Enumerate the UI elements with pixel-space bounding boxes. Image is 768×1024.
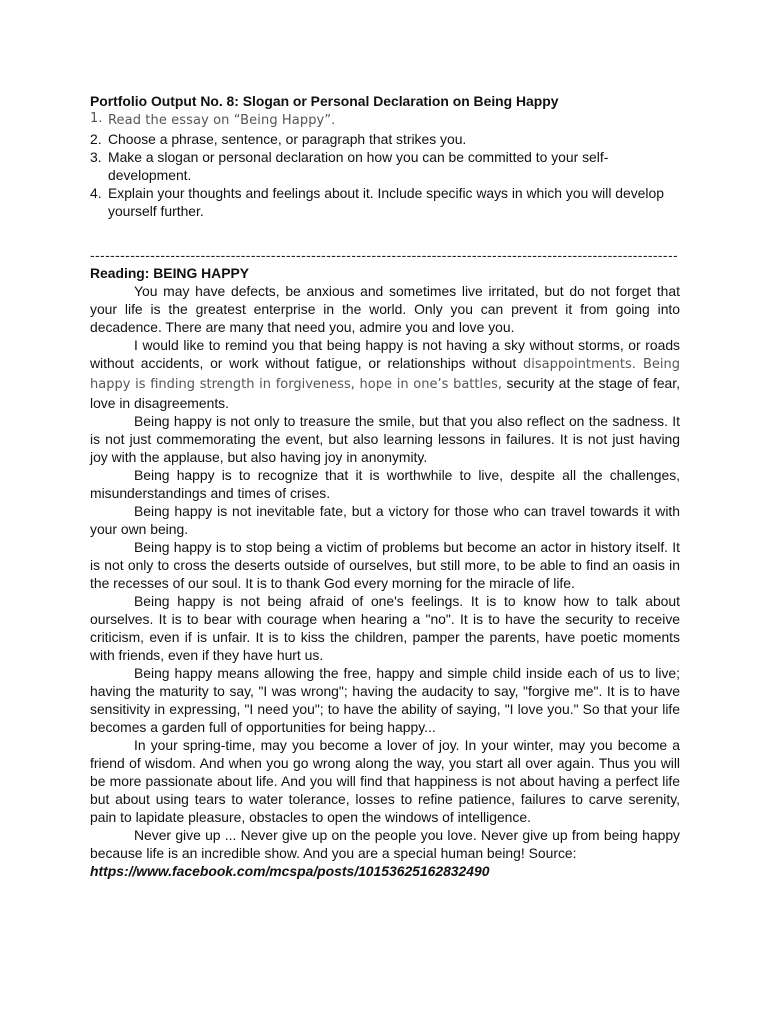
instruction-text: Choose a phrase, sentence, or paragraph that strikes you. — [108, 131, 467, 147]
essay-paragraph: Being happy means allowing the free, happy and simple child inside each of us to live; having the maturity to say, "I was wrong"; having the audacity to say, "forgive me". It is to have sensitivity in expressing, "I need you"; to have the ability of saying, "I love you." So that your life becomes a garden full of opportunities for being happy... — [90, 665, 680, 735]
dashed-divider: --------------------------------------------------------------------------------------------------------------------- — [90, 247, 679, 263]
instruction-text: Make a slogan or personal declaration on how you can be committed to your self-development. — [108, 149, 609, 183]
essay-paragraph: Being happy is to stop being a victim of problems but become an actor in history itself. It is not only to cross the deserts outside of ourselves, but still more, to be able to find an oasis in the recesses of our soul. It is to thank God every morning for the miracle of life. — [90, 539, 680, 591]
essay-light-line: disappointments. Being happy is finding strength in forgiveness, hope in one’s battles, — [90, 357, 680, 392]
essay-paragraph-text: I would like to remind you that being happy is not having a sky without storms, or roads without accidents, or work without fatigue, or relationships without — [90, 337, 680, 371]
instruction-text: Read the essay on “Being Happy”. — [108, 113, 336, 128]
instruction-number: 2. — [90, 131, 102, 147]
essay-paragraph: Being happy is not being afraid of one's feelings. It is to know how to talk about ourselves. It is to bear with courage when hearing a "no". It is to have the security to receive criticism, even if is unfair. It is to kiss the children, pamper the parents, have poetic moments with friends, even if they have hurt us. — [90, 593, 680, 663]
essay-paragraph: Being happy is not only to treasure the smile, but that you also reflect on the sadness. It is not just commemorating the event, but also learning lessons in failures. It is not just having joy with the applause, but also having joy in anonymity. — [90, 413, 680, 465]
instruction-number: 4. — [90, 185, 102, 201]
essay-paragraph: Being happy is not inevitable fate, but a victory for those who can travel towards it with your own being. — [90, 503, 680, 537]
essay-paragraph: You may have defects, be anxious and sometimes live irritated, but do not forget that your life is the greatest enterprise in the world. Only you can prevent it from going into decadence. There are many that need you, admire you and love you. — [90, 283, 680, 335]
essay-paragraph-text: security at the stage of fear, love in disagreements. — [90, 375, 680, 411]
instruction-item — [90, 148, 680, 184]
essay-paragraph: In your spring-time, may you become a lover of joy. In your winter, may you become a friend of wisdom. And when you go wrong along the way, you start all over again. Thus you will be more passionate about life. And you will find that happiness is not about having a perfect life but about using tears to water tolerance, losses to refine patience, failures to carve serenity, pain to lapidate pleasure, obstacles to open the windows of intelligence. — [90, 737, 680, 825]
instruction-text: Explain your thoughts and feelings about it. Include specific ways in which you will develop yourself further. — [108, 185, 664, 219]
essay-paragraph: Never give up ... Never give up on the people you love. Never give up from being happy because life is an incredible show. And you are a special human being! Source: — [90, 827, 680, 861]
portfolio-title: Portfolio Output No. 8: Slogan or Personal Declaration on Being Happy — [90, 93, 559, 109]
instruction-number: 3. — [90, 149, 102, 165]
source-link[interactable]: https://www.facebook.com/mcspa/posts/10153625162832490 — [90, 863, 490, 879]
instruction-item — [90, 130, 680, 148]
instruction-number: 1. — [90, 111, 103, 126]
essay-paragraph: Being happy is to recognize that it is worthwhile to live, despite all the challenges, misunderstandings and times of crises. — [90, 467, 680, 501]
instruction-item — [90, 184, 680, 220]
essay-paragraph — [90, 336, 680, 412]
reading-title: Reading: BEING HAPPY — [90, 265, 249, 281]
instruction-item — [90, 110, 680, 130]
instruction-list — [90, 110, 680, 220]
